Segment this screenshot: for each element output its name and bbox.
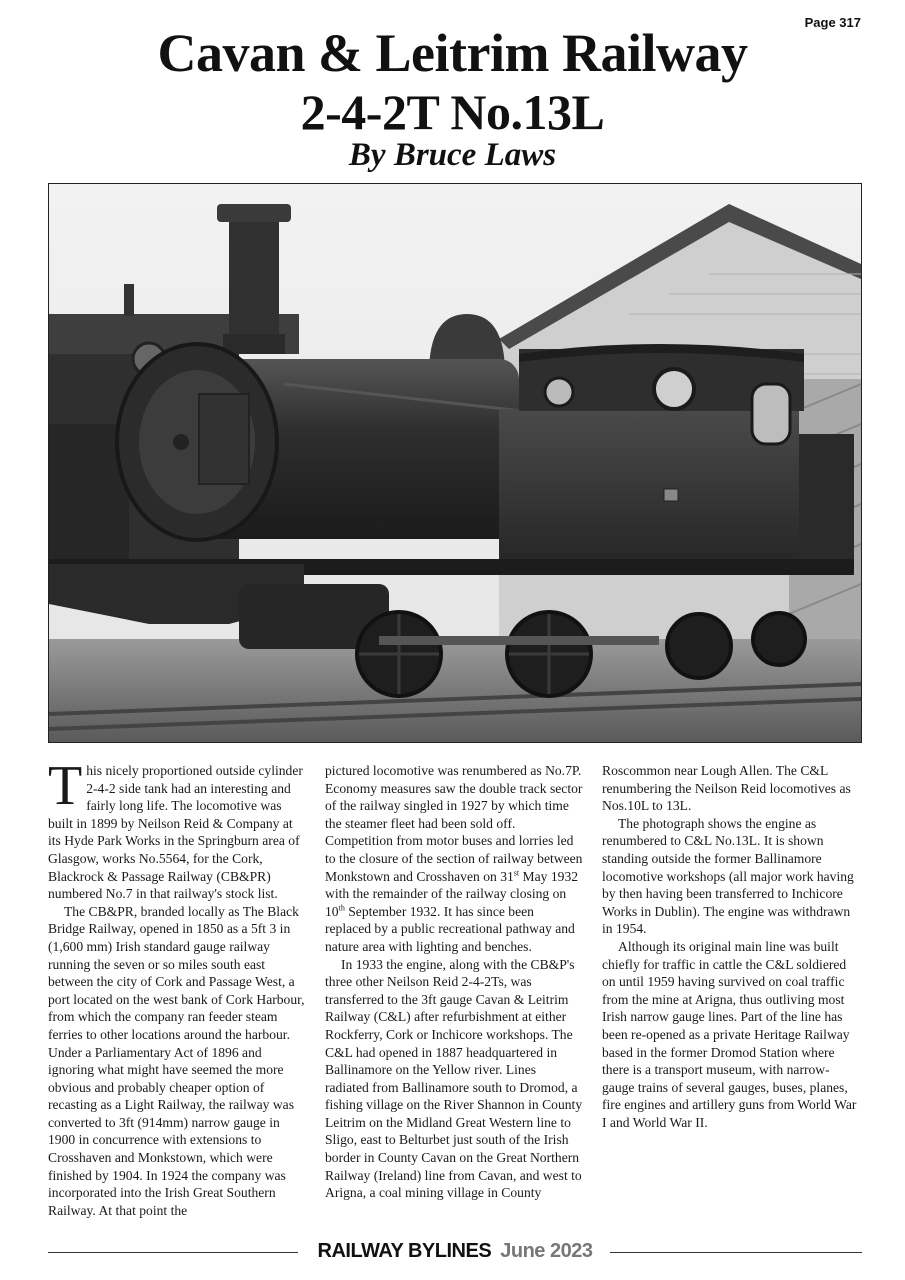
publication-name: RAILWAY BYLINES bbox=[317, 1240, 492, 1262]
footer-divider-right bbox=[610, 1252, 862, 1253]
drop-cap: T bbox=[48, 755, 83, 817]
footer bbox=[300, 1240, 610, 1263]
article-column-1 bbox=[48, 755, 306, 1219]
issue-date: June 2023 bbox=[500, 1240, 593, 1262]
locomotive-photo bbox=[48, 183, 862, 743]
article-column-2 bbox=[325, 762, 583, 1202]
paragraph: Although its original main line was built chiefly for traffic in cattle the C&L soldiered on until 1959 having survived on coal traffic from the mine at Arigna, thus outliving most Irish narrow gauge lines. Part of the line has been re-opened as a private Heritage Railway based in the former Dromod Station where there is a transport museum, with narrow-gauge trains of several gauges, buses, planes, fire engines and artillery guns from World War I and World War II. bbox=[602, 938, 857, 1130]
paragraph: The photograph shows the engine as renumbered to C&L No.13L. It is shown standing outside the former Ballinamore locomotive workshops (all major work having by then having been transferred to Inchicore Works in Dublin). The engine was withdrawn in 1954. bbox=[602, 815, 854, 937]
page-number: Page 317 bbox=[804, 15, 861, 30]
paragraph: The CB&PR, branded locally as The Black Bridge Railway, opened in 1850 as a 5ft 3 in (1,600 mm) Irish standard gauge railway running the seven or so miles south east between the city of Cork and Passage West, a port located on the west bank of Cork Harbour, from which the company ran feeder steam ferries to other locations around the harbour. Under a Parliamentary Act of 1896 and ignoring what might have seemed the more obvious and probably cheaper option of recasting as a Light Railway, the railway was converted to 3ft (914mm) narrow gauge in 1900 in concurrence with extensions to Crosshaven and Monkstown, which were finished by 1904. In 1924 the company was incorporated into the Irish Great Southern Railway. At that point the bbox=[48, 903, 305, 1218]
article-column-3 bbox=[602, 762, 860, 1131]
article-title: Cavan & Leitrim Railway bbox=[157, 23, 748, 83]
byline: By Bruce Laws bbox=[348, 137, 557, 173]
paragraph: In 1933 the engine, along with the CB&P's three other Neilson Reid 2-4-2Ts, was transferred to the 3ft gauge Cavan & Leitrim Railway (C&L) after refurbishment at either Rockferry, Cork or Inchicore workshops. The C&L had opened in 1887 headquartered in Ballinamore on the Yellow river. Lines radiated from Ballinamore south to Dromod, a fishing village on the River Shannon in County Leitrim on the Midland Great Western line to Sligo, east to Belturbet just south of the Irish border in County Cavan on the Great Northern Railway (Ireland) line from Cavan, and west to Arigna, a coal mining village in County bbox=[325, 956, 583, 1201]
article-subtitle: 2-4-2T No.13L bbox=[300, 84, 605, 140]
paragraph: Roscommon near Lough Allen. The C&L renumbering the Neilson Reid locomotives as Nos.10L to 13L. bbox=[602, 763, 851, 814]
paragraph: pictured locomotive was renumbered as No.7P. Economy measures saw the double track sector of the railway singled in 1927 by which time the steamer fleet had been sold off. Competition from motor buses and lorries led to the closure of the section of railway between Monkstown and Crosshaven on 31st May 1932 with the remainder of the railway closing on 10th September 1932. It has since been replaced by a public recreational pathway and nature area with lighting and benches. bbox=[325, 763, 583, 954]
footer-divider-left bbox=[48, 1252, 298, 1253]
paragraph: This nicely proportioned outside cylinder 2-4-2 side tank had an interesting and fairly long life. The locomotive was built in 1899 by Neilson Reid & Company at its Hyde Park Works in the Springburn area of Glasgow, works No.5564, for the Cork, Blackrock & Passage Railway (CB&PR) numbered No.7 in that railway's stock list. bbox=[48, 755, 303, 902]
